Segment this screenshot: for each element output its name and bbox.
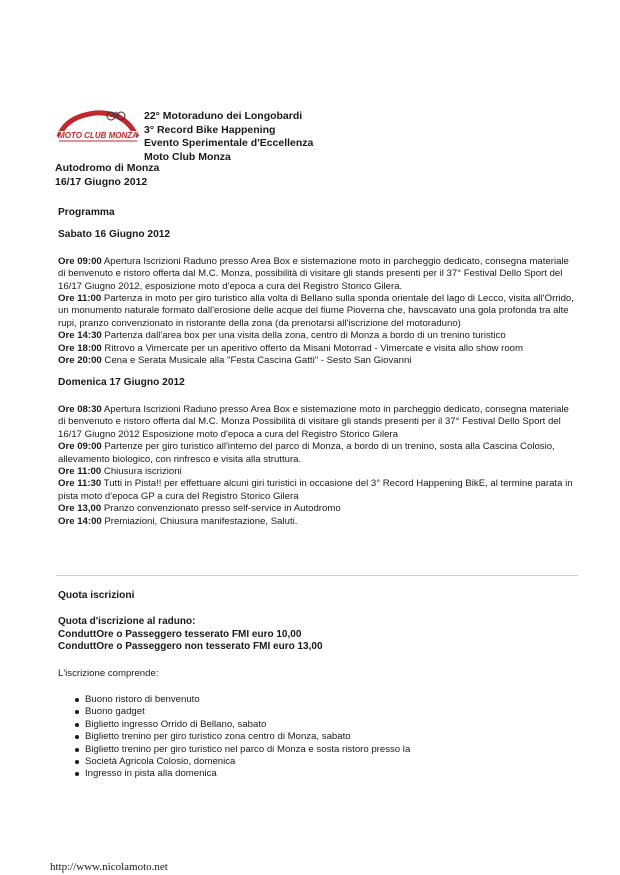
entry-time: Ore 11:00: [58, 465, 102, 477]
section-divider: [56, 575, 578, 576]
event-title-line: Moto Club Monza: [144, 150, 231, 163]
day-heading-saturday: Sabato 16 Giugno 2012: [58, 229, 171, 241]
quota-section: [58, 590, 578, 781]
moto-club-monza-logo: [55, 107, 141, 147]
footer-url[interactable]: http://www.nicolamoto.net: [50, 861, 168, 873]
event-dates: 16/17 Giugno 2012: [55, 175, 148, 188]
price-line: ConduttOre o Passeggero non tesserato FMI euro 13,00: [58, 641, 323, 653]
entry-time: Ore 11:30: [58, 478, 102, 490]
list-item: Biglietto trenino per giro turistico nel parco di Monza e sosta ristoro presso la: [58, 744, 578, 756]
schedule-entry: [58, 256, 578, 293]
entry-time: Ore 14:30: [58, 330, 102, 342]
entry-text: Partenza in moto per giro turistico alla volta di Bellano sulla sponda orientale del lago di Lecco, visita all'Orrido, un monumento naturale formato dall'erosione delle acque del fiume Pioverna che, havscavato una gola profonda tra alte rupi, pranzo convenzionato in ristorante della zona (da prenotarsi all'iscrizione del motoraduno): [58, 293, 574, 329]
programma-heading: Programma: [58, 207, 115, 218]
entry-time: Ore 20:00: [58, 355, 102, 367]
price-line: ConduttOre o Passeggero tesserato FMI euro 10,00: [58, 628, 302, 640]
list-item: Biglietto trenino per giro turistico zona centro di Monza, sabato: [58, 731, 578, 743]
entry-time: Ore 13,00: [58, 503, 102, 515]
event-title-line: 3° Record Bike Happening: [144, 123, 276, 136]
bullet-icon: [75, 698, 79, 702]
entry-text: Partenza dall'area box per una visita della zona, centro di Monza a bordo di un trenino turistico: [101, 330, 506, 342]
schedule-entry: [58, 355, 578, 367]
schedule-entry: [58, 478, 578, 503]
bullet-icon: [75, 760, 79, 764]
quota-heading: Quota iscrizioni: [58, 590, 135, 601]
list-item: Ingresso in pista alla domenica: [58, 768, 578, 780]
bullet-icon: [75, 710, 79, 714]
entry-text: Apertura Iscrizioni Raduno presso Area Box e sistemazione moto in parcheggio dedicato, consegna materiale di benvenuto e ristoro offerta dal M.C. Monza, possibilità di visitare gli stands presenti per il 37° Festival Dello Sport del 16/17 Giugno 2012, esposizione moto d'epoca a cura del Registro Storico Gilera.: [58, 255, 569, 292]
schedule-entry: [58, 441, 578, 466]
saturday-schedule: [58, 256, 578, 368]
entry-text: Apertura Iscrizioni Raduno presso Area Box e sistemazione moto in parcheggio dedicato, consegna materiale di benvenuto e ristoro offerta dal M.C. Monza Possibilità di visitare gli stands presenti per il 37° Festival Dello Sport del 16/17 Giugno 2012 Esposizione moto d'epoca a cura del Registro Storico Gilera: [58, 403, 569, 440]
entry-time: Ore 08:30: [58, 403, 102, 415]
event-title-line: Evento Sperimentale d'Eccellenza: [144, 137, 314, 149]
venue-block: [55, 162, 159, 189]
entry-text: Ritrovo a Vimercate per un aperitivo offerto da Misani Motorrad - Vimercate e visita allo show room: [101, 342, 523, 354]
entry-time: Ore 09:00: [58, 441, 102, 453]
entry-text: Chiusura iscrizioni: [101, 465, 182, 477]
includes-list: [58, 694, 578, 781]
schedule-entry: [58, 466, 578, 478]
list-item: Società Agricola Colosio, domenica: [58, 756, 578, 768]
entry-text: Cena e Serata Musicale alla "Festa Cascina Gatti" - Sesto San Giovanni: [101, 355, 412, 367]
schedule-entry: [58, 293, 578, 330]
venue-name: Autodromo di Monza: [55, 162, 160, 174]
list-item: Buono gadget: [58, 706, 578, 718]
bullet-icon: [75, 748, 79, 752]
list-item: Biglietto ingresso Orrido di Bellano, sabato: [58, 719, 578, 731]
schedule-entry: [58, 516, 578, 528]
list-item: Buono ristoro di benvenuto: [58, 694, 578, 706]
entry-text: Premiazioni, Chiusura manifestazione, Saluti.: [101, 515, 298, 527]
entry-text: Partenze per giro turistico all'interno del parco di Monza, a bordo di un trenino, sosta alla Cascina Colosio, allevamento biologico, con rinfresco e visita alla struttura.: [58, 441, 555, 465]
event-title-block: [144, 110, 313, 164]
day-heading-sunday: Domenica 17 Giugno 2012: [58, 377, 185, 389]
schedule-entry: [58, 404, 578, 441]
entry-time: Ore 14:00: [58, 515, 102, 527]
bullet-icon: [75, 735, 79, 739]
entry-time: Ore 09:00: [58, 255, 102, 267]
entry-text: Pranzo convenzionato presso self-service in Autodromo: [101, 503, 341, 515]
includes-label: L'iscrizione comprende:: [58, 667, 159, 679]
entry-time: Ore 18:00: [58, 342, 102, 354]
schedule-entry: [58, 503, 578, 515]
logo-text: MOTO CLUB MONZA: [58, 131, 138, 140]
entry-text: Tutti in Pista!! per effettuare alcuni giri turistici in occasione del 3° Record Happening BikE, al termine parata in pista moto d'epoca GP a cura del Registro Storico Gilera: [58, 478, 573, 502]
entry-time: Ore 11:00: [58, 293, 102, 305]
quota-subtitle: Quota d'iscrizione al raduno:: [58, 616, 196, 628]
programma-section: [58, 207, 578, 528]
schedule-entry: [58, 343, 578, 355]
bullet-icon: [75, 723, 79, 727]
schedule-entry: [58, 330, 578, 342]
event-title-line: 22° Motoraduno dei Longobardi: [144, 110, 303, 122]
bullet-icon: [75, 772, 79, 776]
sunday-schedule: [58, 404, 578, 528]
